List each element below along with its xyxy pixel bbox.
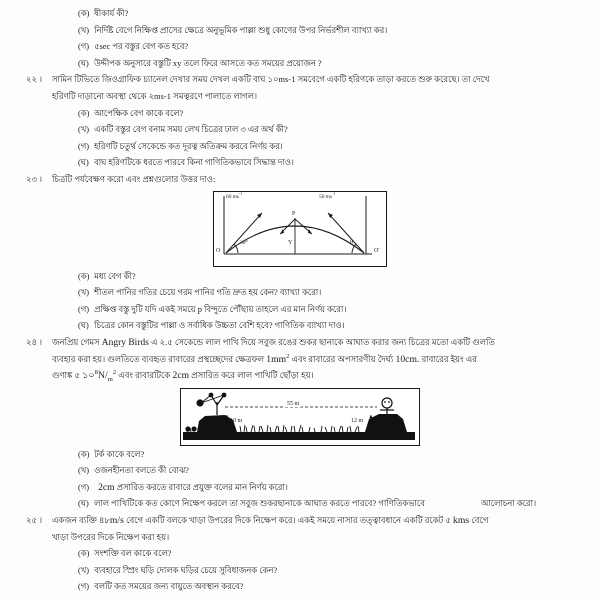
q22-part-gh (10, 155, 590, 172)
q24-extension: 2cm (172, 370, 190, 382)
q25-part-g-text: বলটি কত সময়ের জন্য বায়ুতে অবস্থান করবে? (94, 582, 244, 592)
q24-area-exponent: 2 (286, 352, 290, 360)
figure-projectile-wrap (10, 191, 590, 267)
q21-part-g-value: ৫ (94, 42, 100, 52)
question-22-parts (10, 106, 590, 172)
q23-part-gh-text: চিত্রের কোন বস্তুটির পাল্লা ও সর্বাধিক উচ্চতা বেশি হবে? গাণিতিক ব্যাখ্যা দাও। (94, 321, 345, 331)
q23-part-g (10, 302, 590, 319)
q22-part-gh-label: (ঘ) (78, 158, 89, 168)
figure-angrybirds-slingshot (180, 388, 420, 446)
figure-left-velocity-label (226, 191, 243, 200)
q24-part-k-text: টর্ক কাকে বলে? (94, 449, 145, 459)
q23-part-kh-text: শীতল পানির গতির চেয়ে গরম পানির গতি দ্রুত হয় কেন? ব্যাখ্যা করো। (94, 288, 322, 298)
figure-right-height-label: 12 m (351, 417, 364, 424)
q24-area-value: 1mm (266, 353, 287, 365)
figure-end-label: O' (374, 247, 380, 254)
question-25-stem-line2: খাড়া উপরের দিকে নিক্ষেপ করা হয়। (52, 532, 170, 542)
q24-cross-section-area (266, 354, 289, 365)
q25-part-kh-label: (খ) (78, 565, 90, 575)
q22-part-g (10, 139, 590, 156)
right-velocity-exponent: -1 (332, 191, 336, 196)
q25-part-g (10, 579, 590, 596)
q24-part-g-label: (গ) (78, 482, 90, 492)
q24-stem-3b: এবং রাবারটিকে (116, 371, 173, 381)
question-23-stem: চিত্রটি পর্যবেক্ষণ করো এবং প্রশ্নগুলোর উত্তর দাও: (52, 174, 216, 184)
figure-angrybirds-wrap (10, 388, 590, 446)
q24-rubber-length: 10cm. (395, 353, 420, 365)
q24-part-gh-text-b: আলোচনা করো। (480, 499, 537, 509)
q25-ball-speed-unit: m/s (109, 515, 124, 527)
q21-part-gh-text-pre: উদ্দীপক অনুসারে বস্তুটি (94, 58, 173, 68)
q21-part-k-text: ষীকার্য কী? (94, 9, 129, 18)
q24-modulus-unit: N/ (97, 370, 108, 382)
figure-left-angle-label: 30° (240, 239, 248, 246)
right-velocity-value: 50 ms (319, 193, 333, 200)
q24-part-gh (10, 496, 590, 513)
q24-modulus-base: ১০ (82, 370, 95, 382)
question-22-stem-line2 (52, 89, 590, 106)
q24-stem-2a: ব্যবহার করা হয়। গুলতিতে ব্যবহৃত রাবারের প্রস্থচ্ছেদের ক্ষেত্রফল (52, 354, 267, 364)
q24-part-k-label: (ক) (78, 449, 90, 459)
q24-stem-2b: এবং রাবারের অপসারণীয় দৈর্ঘ্য (289, 354, 396, 364)
q24-stem-3c: প্রসারিত করে লাল পাখিটি ছোঁড়া হয়। (189, 371, 314, 381)
q24-stem-3a: গুণাঙ্ক ৫ (52, 371, 83, 381)
question-23-number: ২৩ । (26, 174, 42, 184)
question-25 (10, 513, 590, 546)
q23-part-k (10, 269, 590, 286)
q21-part-k-label: (ক) (78, 9, 90, 18)
question-24-stem-line1 (52, 335, 590, 352)
q21-part-gh (10, 56, 590, 73)
q25-part-k (10, 546, 590, 563)
q24-part-gh-text-a: লাল পাখিটিকে কত কোণে নিক্ষেপ করলে তা সবুজ শুকরছানাকে আঘাত করতে পারবে? গাণিতিকভাবে (94, 499, 425, 509)
q25-part-kh-text: ব্যবহারে স্প্রিং ঘড়ি দোলক ঘড়ির চেয়ে সুবিধাজনক কেন? (94, 565, 278, 575)
question-22-stem-line1 (52, 72, 590, 89)
q24-part-kh (10, 463, 590, 480)
q22-stem-1a: সামিন টিভিতে জিওগ্রাফিক চ্যানেল দেখার সময় দেখল একটি বাঘ (52, 75, 268, 85)
q25-stem-1a: একজন ব্যক্তি ৪৮ (52, 516, 110, 526)
q23-part-g-text-pre: প্রক্ষিপ্ত বস্তু দুটি যদি একই সময়ে (94, 304, 198, 314)
q25-stem-1c: বেগে (469, 516, 489, 526)
q22-stem-1b: সমবেগে একটি হরিণকে তাড়া করতে শুরু করেছে। তা দেখে (295, 75, 490, 85)
left-velocity-value: 60 ms (226, 193, 240, 200)
q24-stem-1b: এ ২.৫ সেকেন্ডে লাল পাখি দিয়ে সবুজ রঙের শুকর ছানাকে আঘাত করার জন্য চিত্রের মতো একটি গুলতি (148, 337, 495, 347)
q21-part-gh-variable: xy (172, 58, 182, 68)
q24-part-kh-label: (খ) (78, 466, 90, 476)
figure-projectile-trajectory (213, 191, 387, 267)
q23-part-gh (10, 318, 590, 335)
q23-part-g-label: (গ) (78, 304, 90, 314)
q21-part-k (10, 6, 590, 23)
question-25-number: ২৫ । (26, 516, 42, 526)
q22-part-k-text: আপেক্ষিক বেগ কাকে বলে? (94, 108, 184, 118)
q24-modulus-exponent: 8 (94, 368, 98, 376)
q23-part-k-text: মধ্য বেগ কী? (94, 271, 136, 281)
q21-part-kh (10, 23, 590, 40)
q24-modulus-unit-sub: m (107, 376, 113, 383)
q24-stem-1a: জনপ্রিয় গেমস (52, 337, 102, 347)
q22-part-kh-text: একটি বস্তুর বেগ বনাম সময় লেখ চিত্রের ঢাল ৩ এর অর্থ কী? (94, 125, 288, 135)
question-22 (10, 72, 590, 105)
question-25-stem-line1 (52, 513, 590, 530)
q24-part-g-text: প্রসারিত করতে রাবারে প্রযুক্ত বলের মান নির্ণয় করো। (114, 482, 288, 492)
figure-distance-label: 55 m (287, 400, 300, 407)
question-24-parts (10, 447, 590, 513)
q22-part-g-text: হরিণটি চতুর্থ সেকেন্ডে কত দূরত্ব অতিক্রম করবে নির্ণয় কর। (94, 141, 283, 151)
question-23-parts (10, 269, 590, 335)
q25-part-g-label: (গ) (78, 582, 90, 592)
question-24-stem-line2 (52, 352, 590, 369)
q25-rocket-speed-unit: kms (453, 515, 470, 527)
q22-part-k (10, 106, 590, 123)
q23-part-g-text-post: বিন্দুতে পৌঁছায় তাহলে এর মান নির্ণয় করো। (201, 304, 347, 314)
q23-part-k-label: (ক) (78, 271, 90, 281)
q21-part-g (10, 39, 590, 56)
q23-part-g-point: p (197, 304, 202, 314)
q22-part-kh-label: (খ) (78, 125, 90, 135)
q21-part-gh-label: (ঘ) (78, 58, 89, 68)
question-24 (10, 335, 590, 385)
q24-part-gh-label: (ঘ) (78, 499, 89, 509)
figure-apex-label: P (292, 210, 296, 217)
q22-part-gh-text: বাঘ হরিণটিকে ধরতে পারবে কিনা গাণিতিকভাবে সিদ্ধান্ত দাও। (94, 158, 294, 168)
q22-part-k-label: (ক) (78, 108, 90, 118)
q24-part-g (10, 480, 590, 497)
q22-stem-2b: সমত্বরণে পালাতে লাগল। (171, 91, 258, 101)
left-velocity-exponent: -1 (239, 191, 243, 196)
question-25-parts (10, 546, 590, 596)
q21-part-gh-text-post: তলে ফিরে আসতে কত সময়ের প্রয়োজন ? (181, 58, 322, 68)
q22-velocity-tiger: ১০ms-1 (267, 75, 296, 85)
question-22-number: ২২ । (26, 75, 42, 85)
q22-stem-2a: হরিণটি দাড়ানো অবস্থা থেকে (52, 91, 149, 101)
question-24-stem-line3 (52, 368, 590, 385)
q24-part-g-extension: 2cm (98, 481, 115, 493)
question-21-parts (10, 6, 590, 72)
q22-acceleration-deer: ২ms-1 (148, 91, 172, 101)
q21-part-g-text: পর বস্তুর বেগ কত হবে? (110, 42, 189, 52)
q24-youngs-modulus (82, 370, 116, 381)
q23-part-kh (10, 285, 590, 302)
q21-part-g-unit: sec (99, 42, 111, 52)
q21-part-kh-label: (খ) (78, 25, 90, 35)
q24-stem-2c: রাবারের ইয়ং এর (419, 354, 477, 364)
q23-part-kh-label: (খ) (78, 288, 90, 298)
q25-part-k-text: সংশক্তি বল কাকে বলে? (94, 549, 172, 559)
q24-modulus-unit-exponent: 2 (112, 368, 117, 376)
question-24-number: ২৪ । (26, 337, 42, 347)
q22-part-kh (10, 122, 590, 139)
figure-right-velocity-label (319, 191, 336, 200)
q21-part-kh-text: নির্দিষ্ট বেগে নিক্ষিপ্ত প্রাসের ক্ষেত্রে অনুভূমিক পাল্লা শুধু কোণের উপর নির্ভরশীল ব্যাখ্যা কর। (94, 25, 388, 35)
figure-right-angle-label: θ (350, 239, 353, 246)
q24-part-kh-text: ওজনহীনতা বলতে কী বোঝ? (94, 466, 189, 476)
q25-part-k-label: (ক) (78, 549, 90, 559)
q23-part-gh-label: (ঘ) (78, 321, 89, 331)
q24-game-title: Angry Birds (101, 337, 149, 348)
q22-part-g-label: (গ) (78, 141, 90, 151)
figure-origin-label: O (216, 247, 221, 254)
q24-part-k (10, 447, 590, 464)
q21-part-g-label: (গ) (78, 42, 90, 52)
question-23 (10, 172, 590, 189)
q25-part-kh (10, 563, 590, 580)
q25-stem-1b: বেগে একটি বলকে খাড়া উপরের দিকে নিক্ষেপ করে। একই সময়ে নাসার তত্ত্বাবধানে একটি রকেট ৫ (123, 516, 454, 526)
figure-midline-label: Y (288, 239, 293, 246)
figure-left-height-label: 10 m (230, 417, 243, 424)
